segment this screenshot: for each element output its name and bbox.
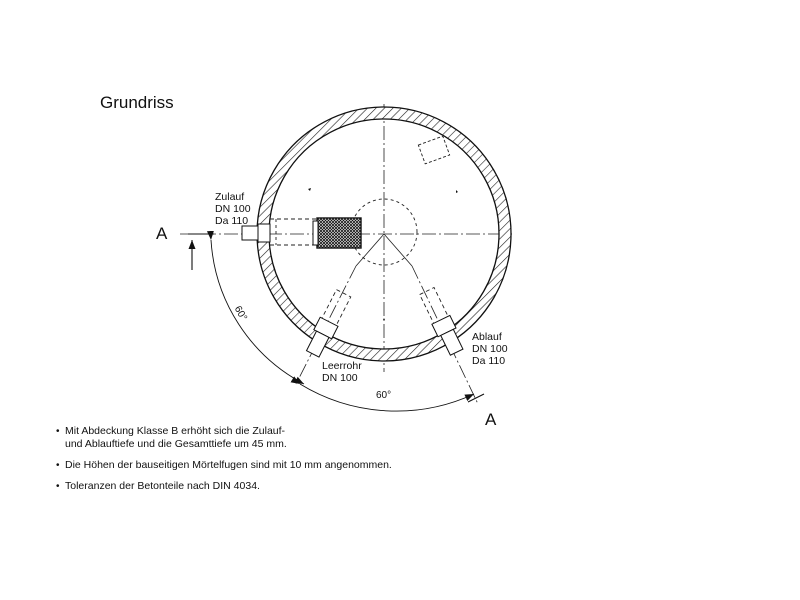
outlet-label-line1: Ablauf [472,331,502,343]
radial-line-right [384,234,412,266]
bullet-icon: • [56,426,60,437]
note-text: Mit Abdeckung Klasse B erhöht sich die Zulauf- [65,425,286,437]
note-item [58,425,558,451]
section-marker-left: A [156,224,168,243]
outlet-label-line3: Da 110 [472,355,506,367]
section-marker-right: A [485,410,497,429]
note-text: Toleranzen der Betonteile nach DIN 4034. [65,480,260,492]
leerrohr-label-line1: Leerrohr [322,360,362,372]
note-item [58,480,558,493]
bullet-icon: • [56,460,60,471]
angle-label-left: 60° [231,304,249,323]
inlet-label-line3: Da 110 [215,215,249,227]
note-text: Die Höhen der bauseitigen Mörtelfugen sind mit 10 mm angenommen. [65,459,392,471]
outlet-label-line2: DN 100 [472,343,508,355]
inlet-label-line2: DN 100 [215,203,251,215]
note-text: und Ablauftiefe und die Gesamttiefe um 45 mm. [65,438,287,450]
anchor-mark [383,318,385,320]
leerrohr-label-line2: DN 100 [322,372,358,384]
bullet-icon: • [56,481,60,492]
note-item [58,459,558,472]
dashed-fitting-top-right [418,136,449,164]
inlet-label-line1: Zulauf [215,191,245,203]
notes-list [58,425,558,501]
angle-label-bottom: 60° [376,390,392,401]
anchor-mark [456,190,458,193]
drawing-title: Grundriss [100,93,174,112]
inlet-basket-filter [317,218,361,248]
inlet-pipe-in-wall [258,224,270,242]
anchor-mark [308,188,311,191]
inlet-basket-flange [313,221,318,245]
